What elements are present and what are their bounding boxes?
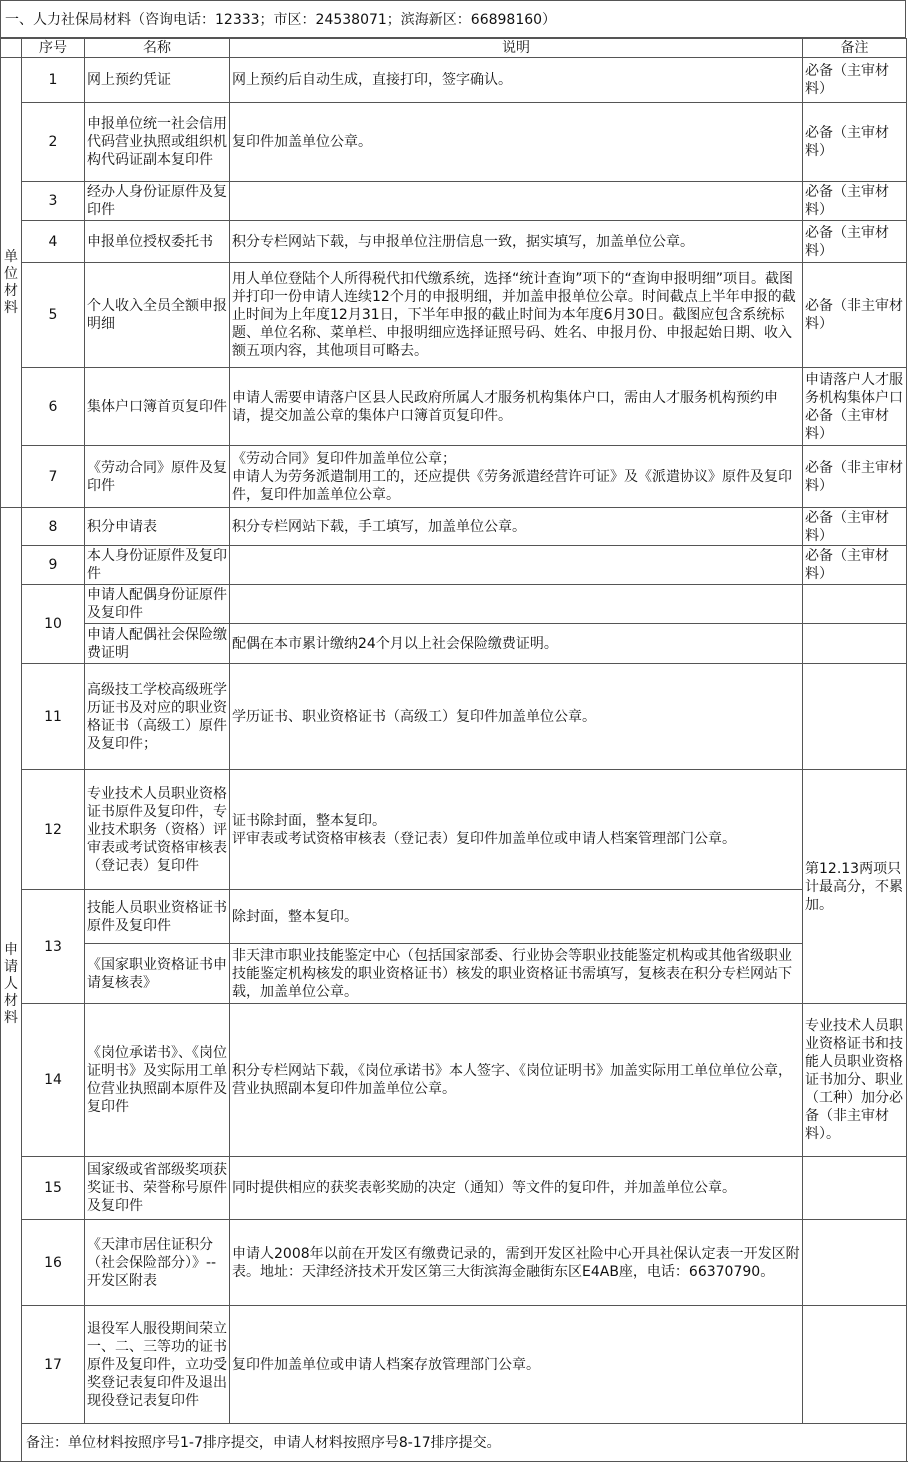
row-desc: 用人单位登陆个人所得税代扣代缴系统，选择“统计查询”项下的“查询申报明细”项目。截图并打印一份申请人连续12个月的申报明细，并加盖申报单位公章。时间截点上半年申报的截止时间为上年度12月31日，下半年申报的截止时间为本年度6月30日。截图应包含系统标题、单位名称、菜单栏、申报明细应选择证照号码、姓名、申报月份、申报起始日期、收入额五项内容，其他项目可略去。 [230, 263, 803, 368]
table-row [1, 890, 907, 944]
category-applicant: 申请人材料 [1, 508, 22, 1462]
row-desc: 除封面，整本复印。 [230, 890, 803, 944]
row-num: 14 [22, 1004, 85, 1157]
table-row [1, 368, 907, 446]
row-name: 《劳动合同》原件及复印件 [85, 446, 230, 508]
row-num: 9 [22, 546, 85, 585]
row-desc [230, 770, 803, 890]
category-unit: 单位材料 [1, 58, 22, 508]
table-row [1, 446, 907, 508]
row-name: 申报单位授权委托书 [85, 221, 230, 263]
row-desc: 配偶在本市累计缴纳24个月以上社会保险缴费证明。 [230, 624, 803, 664]
table-row [1, 1220, 907, 1306]
row-note: 必备（主审材料） [803, 508, 907, 546]
row-note [803, 1157, 907, 1220]
row-note: 申请落户人才服务机构集体户口必备（主审材料） [803, 368, 907, 446]
row-desc: 非天津市职业技能鉴定中心（包括国家部委、行业协会等职业技能鉴定机构或其他省级职业技能鉴定机构核发的职业资格证书）核发的职业资格证书需填写，复核表在积分专栏网站下载，加盖单位公章。 [230, 944, 803, 1004]
row-note: 必备（非主审材料） [803, 263, 907, 368]
row-name: 专业技术人员职业资格证书原件及复印件，专业技术职务（资格）评审表或考试资格审核表（登记表）复印件 [85, 770, 230, 890]
header-blank [1, 39, 22, 58]
header-note: 备注 [803, 39, 907, 58]
footer-note: 备注：单位材料按照序号1-7排序提交，申请人材料按照序号8-17排序提交。 [22, 1424, 907, 1462]
row-num: 4 [22, 221, 85, 263]
row-desc: 复印件加盖单位公章。 [230, 103, 803, 182]
row-desc: 网上预约后自动生成，直接打印，签字确认。 [230, 58, 803, 103]
row-name: 退役军人服役期间荣立一、二、三等功的证书原件及复印件，立功受奖登记表复印件及退出现役登记表复印件 [85, 1306, 230, 1424]
row-name: 网上预约凭证 [85, 58, 230, 103]
row-name: 个人收入全员全额申报明细 [85, 263, 230, 368]
table-row [1, 263, 907, 368]
row-num: 8 [22, 508, 85, 546]
table-row [1, 103, 907, 182]
row-note: 第12.13两项只计最高分，不累加。 [803, 770, 907, 1004]
desc-line: 《劳动合同》复印件加盖单位公章； [232, 450, 456, 467]
row-note [803, 624, 907, 664]
row-name: 申请人配偶社会保险缴费证明 [85, 624, 230, 664]
header-row [1, 39, 907, 58]
row-num: 5 [22, 263, 85, 368]
row-name: 国家级或省部级奖项获奖证书、荣誉称号原件及复印件 [85, 1157, 230, 1220]
row-desc: 申请人需要申请落户区县人民政府所属人才服务机构集体户口，需由人才服务机构预约申请，提交加盖公章的集体户口簿首页复印件。 [230, 368, 803, 446]
row-desc [230, 585, 803, 624]
row-num: 15 [22, 1157, 85, 1220]
row-desc: 积分专栏网站下载，手工填写，加盖单位公章。 [230, 508, 803, 546]
row-note [803, 1306, 907, 1424]
row-num: 10 [22, 585, 85, 664]
row-num: 1 [22, 58, 85, 103]
row-desc [230, 546, 803, 585]
row-note [803, 1220, 907, 1306]
row-num: 7 [22, 446, 85, 508]
row-desc: 积分专栏网站下载，与申报单位注册信息一致，据实填写，加盖单位公章。 [230, 221, 803, 263]
table-row [1, 770, 907, 890]
header-desc: 说明 [230, 39, 803, 58]
row-note [803, 585, 907, 624]
materials-table [0, 38, 907, 1462]
footer-row [1, 1424, 907, 1462]
row-num: 13 [22, 890, 85, 1004]
row-name: 申请人配偶身份证原件及复印件 [85, 585, 230, 624]
row-note: 必备（非主审材料） [803, 446, 907, 508]
desc-line: 证书除封面，整本复印。 [232, 812, 386, 829]
row-desc [230, 182, 803, 221]
row-note: 必备（主审材料） [803, 103, 907, 182]
row-name: 申报单位统一社会信用代码营业执照或组织机构代码证副本复印件 [85, 103, 230, 182]
row-note: 必备（主审材料） [803, 182, 907, 221]
row-num: 6 [22, 368, 85, 446]
header-name: 名称 [85, 39, 230, 58]
row-note: 必备（主审材料） [803, 58, 907, 103]
table-row [1, 1004, 907, 1157]
table-row [1, 624, 907, 664]
row-note: 专业技术人员职业资格证书和技能人员职业资格证书加分、职业（工种）加分必备（非主审材料）。 [803, 1004, 907, 1157]
table-row [1, 182, 907, 221]
row-note [803, 664, 907, 770]
row-note: 必备（主审材料） [803, 221, 907, 263]
row-num: 3 [22, 182, 85, 221]
table-row [1, 1306, 907, 1424]
row-num: 17 [22, 1306, 85, 1424]
row-name: 《国家职业资格证书申请复核表》 [85, 944, 230, 1004]
row-name: 《天津市居住证积分（社会保险部分）》--开发区附表 [85, 1220, 230, 1306]
desc-line: 评审表或考试资格审核表（登记表）复印件加盖单位或申请人档案管理部门公章。 [232, 830, 736, 847]
table-row [1, 1157, 907, 1220]
table-row [1, 58, 907, 103]
row-name: 积分申请表 [85, 508, 230, 546]
row-name: 高级技工学校高级班学历证书及对应的职业资格证书（高级工）原件及复印件； [85, 664, 230, 770]
desc-line: 申请人为劳务派遣制用工的，还应提供《劳务派遣经营许可证》及《派遣协议》原件及复印件，复印件加盖单位公章。 [232, 468, 792, 503]
row-num: 16 [22, 1220, 85, 1306]
row-desc: 积分专栏网站下载，《岗位承诺书》本人签字、《岗位证明书》加盖实际用工单位单位公章，营业执照副本复印件加盖单位公章。 [230, 1004, 803, 1157]
row-desc: 同时提供相应的获奖表彰奖励的决定（通知）等文件的复印件，并加盖单位公章。 [230, 1157, 803, 1220]
table-row [1, 546, 907, 585]
table-row [1, 221, 907, 263]
row-name: 集体户口簿首页复印件 [85, 368, 230, 446]
row-num: 12 [22, 770, 85, 890]
header-num: 序号 [22, 39, 85, 58]
row-desc: 申请人2008年以前在开发区有缴费记录的，需到开发区社险中心开具社保认定表一开发区附表。地址：天津经济技术开发区第三大街滨海金融街东区E4AB座，电话：66370790。 [230, 1220, 803, 1306]
row-desc [230, 446, 803, 508]
page-title: 一、人力社保局材料（咨询电话：12333；市区：24538071；滨海新区：66898160） [0, 0, 906, 38]
row-desc: 复印件加盖单位或申请人档案存放管理部门公章。 [230, 1306, 803, 1424]
table-row [1, 664, 907, 770]
row-name: 本人身份证原件及复印件 [85, 546, 230, 585]
row-desc: 学历证书、职业资格证书（高级工）复印件加盖单位公章。 [230, 664, 803, 770]
row-name: 《岗位承诺书》、《岗位证明书》及实际用工单位营业执照副本原件及复印件 [85, 1004, 230, 1157]
row-name: 经办人身份证原件及复印件 [85, 182, 230, 221]
row-note: 必备（主审材料） [803, 546, 907, 585]
row-name: 技能人员职业资格证书原件及复印件 [85, 890, 230, 944]
row-num: 2 [22, 103, 85, 182]
table-row [1, 508, 907, 546]
table-row [1, 585, 907, 624]
row-num: 11 [22, 664, 85, 770]
table-row [1, 944, 907, 1004]
